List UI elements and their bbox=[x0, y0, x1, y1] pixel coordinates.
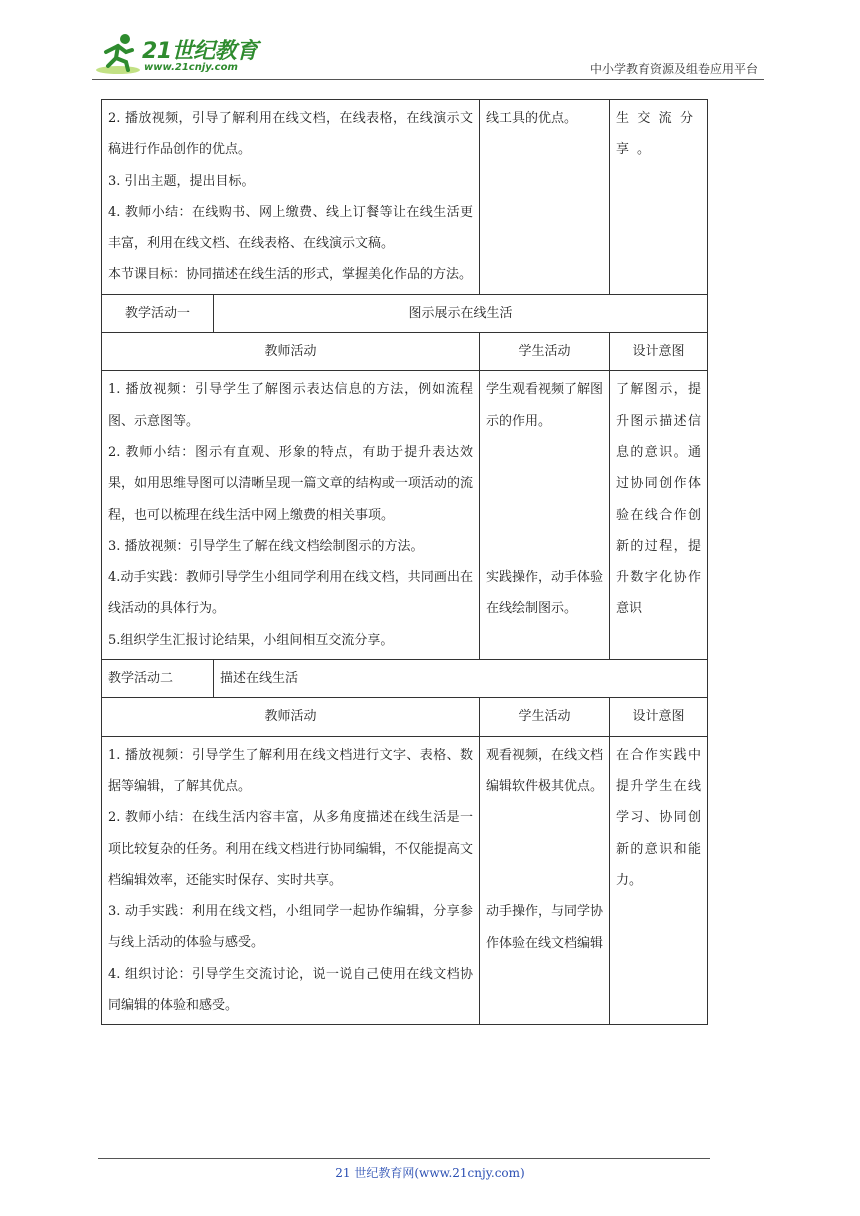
teacher-activity-cell bbox=[102, 100, 480, 295]
table-row bbox=[102, 736, 708, 1025]
list-item: 5.组织学生汇报讨论结果，小组间相互交流分享。 bbox=[108, 632, 394, 648]
student-activity-cell bbox=[480, 736, 610, 1025]
column-header-design: 设计意图 bbox=[610, 698, 708, 736]
logo-text: 21世纪教育 bbox=[142, 39, 258, 64]
student-text: 实践操作，动手体验在线绘制图示。 bbox=[486, 569, 604, 617]
column-header-design: 设计意图 bbox=[610, 333, 708, 371]
design-text: 在合作实践中提升学生在线学习、协同创新的意识和能力。 bbox=[616, 747, 702, 888]
list-item: 3. 播放视频：引导学生了解在线文档绘制图示的方法。 bbox=[108, 538, 424, 554]
activity-label: 教学活动二 bbox=[102, 660, 214, 698]
list-item: 2. 教师小结：在线生活内容丰富，从多角度描述在线生活是一项比较复杂的任务。利用在线文档进行协同编辑，不仅能提高文档编辑效率，还能实时保存、实时共享。 bbox=[108, 810, 474, 888]
student-text: 学生观看视频了解图示的作用。 bbox=[486, 382, 604, 429]
design-text: 了解图示，提升图示描述信息的意识。通过协同创作体验在线合作创新的过程，提升数字化协作意识 bbox=[616, 382, 702, 617]
page-header bbox=[92, 30, 764, 80]
column-header-teacher: 教师活动 bbox=[102, 333, 480, 371]
list-item: 4. 组织讨论：引导学生交流讨论，说一说自己使用在线文档协同编辑的体验和感受。 bbox=[108, 966, 474, 1014]
footer-divider bbox=[98, 1158, 710, 1159]
design-text: 生交流分享。 bbox=[616, 111, 702, 158]
student-activity-cell bbox=[480, 100, 610, 295]
list-item: 4. 教师小结：在线购书、网上缴费、线上订餐等让在线生活更丰富，利用在线文档、在线表格、在线演示文稿。 bbox=[108, 204, 474, 252]
site-logo bbox=[92, 30, 262, 80]
column-header-teacher: 教师活动 bbox=[102, 698, 480, 736]
page-footer: 21 世纪教育网(www.21cnjy.com) bbox=[335, 1166, 525, 1180]
activity-title: 描述在线生活 bbox=[214, 660, 708, 698]
list-item: 3. 引出主题，提出目标。 bbox=[108, 173, 255, 189]
table-row bbox=[102, 333, 708, 371]
student-activity-cell bbox=[480, 371, 610, 660]
column-header-student: 学生活动 bbox=[480, 698, 610, 736]
student-text: 动手操作，与同学协作体验在线文档编辑 bbox=[486, 904, 604, 951]
teacher-activity-cell bbox=[102, 736, 480, 1025]
list-item: 1. 播放视频：引导学生了解利用在线文档进行文字、表格、数据等编辑，了解其优点。 bbox=[108, 747, 474, 794]
design-intent-cell bbox=[610, 736, 708, 1025]
column-header-student: 学生活动 bbox=[480, 333, 610, 371]
student-text: 观看视频，在线文档编辑软件极其优点。 bbox=[486, 747, 604, 794]
design-intent-cell bbox=[610, 371, 708, 660]
list-item: 2. 播放视频，引导了解利用在线文档，在线表格，在线演示文稿进行作品创作的优点。 bbox=[108, 111, 474, 158]
logo-url: www.21cnjy.com bbox=[144, 62, 238, 73]
list-item: 3. 动手实践：利用在线文档，小组同学一起协作编辑，分享参与线上活动的体验与感受。 bbox=[108, 904, 474, 951]
table-row bbox=[102, 371, 708, 660]
lesson-plan-table bbox=[101, 99, 708, 1025]
list-item: 本节课目标：协同描述在线生活的形式，掌握美化作品的方法。 bbox=[108, 267, 473, 283]
table-row bbox=[102, 100, 708, 295]
runner-logo-icon bbox=[92, 30, 142, 80]
teacher-activity-cell bbox=[102, 371, 480, 660]
table-row bbox=[102, 660, 708, 698]
activity-title: 图示展示在线生活 bbox=[214, 294, 708, 332]
list-item: 1. 播放视频：引导学生了解图示表达信息的方法，例如流程图、示意图等。 bbox=[108, 382, 474, 429]
activity-label: 教学活动一 bbox=[102, 294, 214, 332]
platform-name: 中小学教育资源及组卷应用平台 bbox=[589, 62, 758, 76]
design-intent-cell bbox=[610, 100, 708, 295]
list-item: 4.动手实践：教师引导学生小组同学利用在线文档，共同画出在线活动的具体行为。 bbox=[108, 570, 474, 617]
table-row bbox=[102, 294, 708, 332]
table-row bbox=[102, 698, 708, 736]
list-item: 2. 教师小结：图示有直观、形象的特点，有助于提升表达效果，如用思维导图可以清晰呈现一篇文章的结构或一项活动的流程，也可以梳理在线生活中网上缴费的相关事项。 bbox=[108, 444, 474, 523]
header-divider bbox=[92, 79, 764, 80]
student-text: 线工具的优点。 bbox=[486, 111, 578, 126]
